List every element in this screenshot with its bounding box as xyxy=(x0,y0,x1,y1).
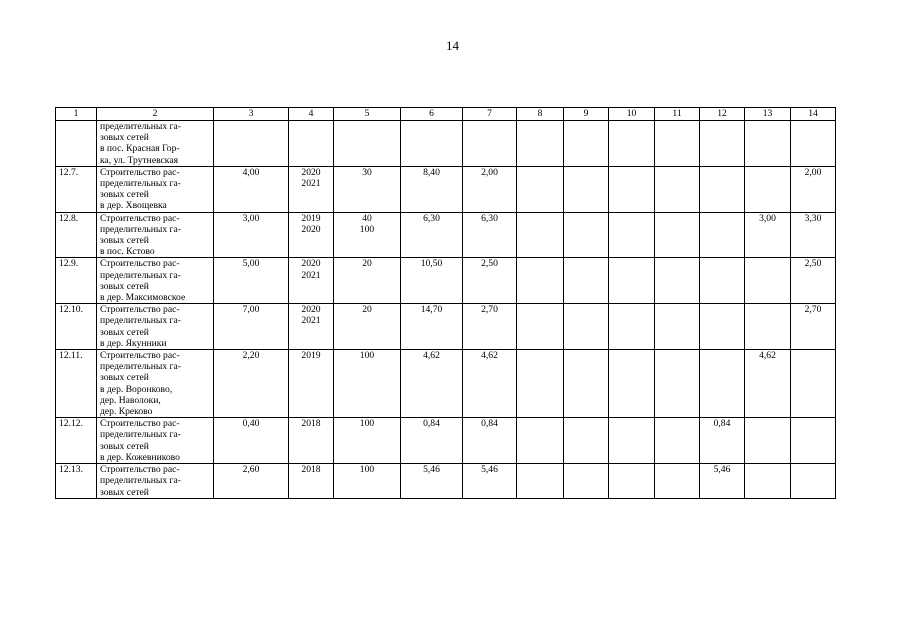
table-row xyxy=(56,350,836,418)
table-cell-col-11 xyxy=(655,212,700,258)
table-cell-col-8 xyxy=(517,464,564,499)
table-body xyxy=(56,121,836,499)
table-cell-col-5: 30 xyxy=(334,166,401,212)
table-cell-col-14: 2,50 xyxy=(791,258,836,304)
table-cell-col-10 xyxy=(609,212,655,258)
table-cell-col-5 xyxy=(334,121,401,167)
table-cell-col-13 xyxy=(745,121,791,167)
table-cell-col-7: 5,46 xyxy=(463,464,517,499)
table-cell-col-3: 5,00 xyxy=(214,258,289,304)
table-cell-col-12 xyxy=(700,121,745,167)
column-header: 4 xyxy=(289,108,334,121)
table-cell-col-11 xyxy=(655,350,700,418)
table-cell-col-2: Строительство рас- пределительных га- зовых сетей в дер. Кожевниково xyxy=(97,418,214,464)
table-cell-col-3: 2,60 xyxy=(214,464,289,499)
table-cell-col-14: 2,00 xyxy=(791,166,836,212)
table-cell-col-9 xyxy=(564,166,609,212)
table-cell-col-2: Строительство рас- пределительных га- зовых сетей в дер. Воронково, дер. Наволоки, дер. Креково xyxy=(97,350,214,418)
table-cell-col-13 xyxy=(745,304,791,350)
table-cell-col-1: 12.9. xyxy=(56,258,97,304)
table-cell-col-13 xyxy=(745,464,791,499)
column-header: 9 xyxy=(564,108,609,121)
column-header: 10 xyxy=(609,108,655,121)
table-cell-col-7: 2,50 xyxy=(463,258,517,304)
column-header: 2 xyxy=(97,108,214,121)
table-cell-col-2: Строительство рас- пределительных га- зовых сетей в пос. Кстово xyxy=(97,212,214,258)
column-header: 13 xyxy=(745,108,791,121)
table-cell-col-1: 12.13. xyxy=(56,464,97,499)
table-cell-col-5: 20 xyxy=(334,304,401,350)
table-cell-col-9 xyxy=(564,258,609,304)
table-cell-col-8 xyxy=(517,121,564,167)
table-cell-col-14 xyxy=(791,350,836,418)
table-cell-col-7: 2,70 xyxy=(463,304,517,350)
table-cell-col-2: Строительство рас- пределительных га- зовых сетей в дер. Хвощевка xyxy=(97,166,214,212)
table-cell-col-14 xyxy=(791,121,836,167)
table-cell-col-7: 0,84 xyxy=(463,418,517,464)
table-cell-col-4: 2019 2020 xyxy=(289,212,334,258)
table-cell-col-6: 6,30 xyxy=(401,212,463,258)
table-cell-col-7: 6,30 xyxy=(463,212,517,258)
table-cell-col-7: 4,62 xyxy=(463,350,517,418)
table-cell-col-6: 5,46 xyxy=(401,464,463,499)
table-row xyxy=(56,304,836,350)
table-cell-col-5: 100 xyxy=(334,350,401,418)
table-row xyxy=(56,121,836,167)
column-header: 8 xyxy=(517,108,564,121)
column-header: 1 xyxy=(56,108,97,121)
table-cell-col-9 xyxy=(564,418,609,464)
table-cell-col-13: 4,62 xyxy=(745,350,791,418)
table-cell-col-1: 12.12. xyxy=(56,418,97,464)
table-cell-col-14 xyxy=(791,418,836,464)
table-cell-col-14 xyxy=(791,464,836,499)
table-cell-col-8 xyxy=(517,304,564,350)
table-cell-col-6: 14,70 xyxy=(401,304,463,350)
table-cell-col-12 xyxy=(700,304,745,350)
column-header: 14 xyxy=(791,108,836,121)
table-cell-col-10 xyxy=(609,166,655,212)
table-cell-col-11 xyxy=(655,121,700,167)
table-cell-col-3: 7,00 xyxy=(214,304,289,350)
table-cell-col-14: 3,30 xyxy=(791,212,836,258)
table-cell-col-9 xyxy=(564,304,609,350)
table-row xyxy=(56,418,836,464)
table-cell-col-8 xyxy=(517,350,564,418)
table-cell-col-1: 12.8. xyxy=(56,212,97,258)
table-cell-col-2: Строительство рас- пределительных га- зовых сетей в дер. Якунники xyxy=(97,304,214,350)
header-row xyxy=(56,108,836,121)
table-cell-col-3: 2,20 xyxy=(214,350,289,418)
table-cell-col-13 xyxy=(745,166,791,212)
table-cell-col-12 xyxy=(700,166,745,212)
table-cell-col-1: 12.7. xyxy=(56,166,97,212)
table-cell-col-10 xyxy=(609,418,655,464)
table-cell-col-12: 0,84 xyxy=(700,418,745,464)
table-cell-col-8 xyxy=(517,418,564,464)
table-cell-col-8 xyxy=(517,166,564,212)
table-cell-col-6: 10,50 xyxy=(401,258,463,304)
table-cell-col-4 xyxy=(289,121,334,167)
table-cell-col-10 xyxy=(609,258,655,304)
column-header: 7 xyxy=(463,108,517,121)
table-cell-col-5: 100 xyxy=(334,418,401,464)
table-cell-col-2: пределительных га- зовых сетей в пос. Красная Гор- ка, ул. Трутневская xyxy=(97,121,214,167)
table-cell-col-5: 20 xyxy=(334,258,401,304)
table-cell-col-6: 0,84 xyxy=(401,418,463,464)
table-cell-col-11 xyxy=(655,166,700,212)
table-cell-col-7 xyxy=(463,121,517,167)
table-cell-col-10 xyxy=(609,121,655,167)
table-cell-col-3: 3,00 xyxy=(214,212,289,258)
table-cell-col-5: 100 xyxy=(334,464,401,499)
table-cell-col-3: 4,00 xyxy=(214,166,289,212)
table-cell-col-9 xyxy=(564,212,609,258)
table-cell-col-4: 2018 xyxy=(289,418,334,464)
page-number: 14 xyxy=(446,38,459,53)
table-cell-col-4: 2020 2021 xyxy=(289,258,334,304)
table-cell-col-10 xyxy=(609,464,655,499)
table-cell-col-13 xyxy=(745,418,791,464)
table-cell-col-1 xyxy=(56,121,97,167)
gas-network-table xyxy=(55,107,836,499)
table-cell-col-4: 2018 xyxy=(289,464,334,499)
table-cell-col-11 xyxy=(655,304,700,350)
table-cell-col-4: 2020 2021 xyxy=(289,166,334,212)
table-cell-col-2: Строительство рас- пределительных га- зовых сетей в дер. Максимовское xyxy=(97,258,214,304)
table-cell-col-6: 8,40 xyxy=(401,166,463,212)
table-row xyxy=(56,258,836,304)
table-cell-col-12: 5,46 xyxy=(700,464,745,499)
table-cell-col-11 xyxy=(655,418,700,464)
table-cell-col-6 xyxy=(401,121,463,167)
column-header: 5 xyxy=(334,108,401,121)
table-cell-col-14: 2,70 xyxy=(791,304,836,350)
table-cell-col-8 xyxy=(517,212,564,258)
table-cell-col-8 xyxy=(517,258,564,304)
table-cell-col-12 xyxy=(700,350,745,418)
table-cell-col-4: 2019 xyxy=(289,350,334,418)
table-row xyxy=(56,166,836,212)
table-row xyxy=(56,464,836,499)
table-cell-col-7: 2,00 xyxy=(463,166,517,212)
table-cell-col-1: 12.10. xyxy=(56,304,97,350)
table-cell-col-5: 40 100 xyxy=(334,212,401,258)
table-cell-col-9 xyxy=(564,350,609,418)
column-header: 6 xyxy=(401,108,463,121)
table-cell-col-2: Строительство рас- пределительных га- зовых сетей xyxy=(97,464,214,499)
table-cell-col-11 xyxy=(655,464,700,499)
table-cell-col-12 xyxy=(700,258,745,304)
table-cell-col-13: 3,00 xyxy=(745,212,791,258)
table-cell-col-11 xyxy=(655,258,700,304)
table-cell-col-10 xyxy=(609,350,655,418)
table-cell-col-9 xyxy=(564,121,609,167)
table-cell-col-6: 4,62 xyxy=(401,350,463,418)
table-cell-col-4: 2020 2021 xyxy=(289,304,334,350)
table-cell-col-10 xyxy=(609,304,655,350)
column-header: 12 xyxy=(700,108,745,121)
column-header: 3 xyxy=(214,108,289,121)
table-cell-col-13 xyxy=(745,258,791,304)
table-cell-col-1: 12.11. xyxy=(56,350,97,418)
column-header: 11 xyxy=(655,108,700,121)
table-cell-col-9 xyxy=(564,464,609,499)
table-cell-col-12 xyxy=(700,212,745,258)
table-cell-col-3: 0,40 xyxy=(214,418,289,464)
table-cell-col-3 xyxy=(214,121,289,167)
table-row xyxy=(56,212,836,258)
